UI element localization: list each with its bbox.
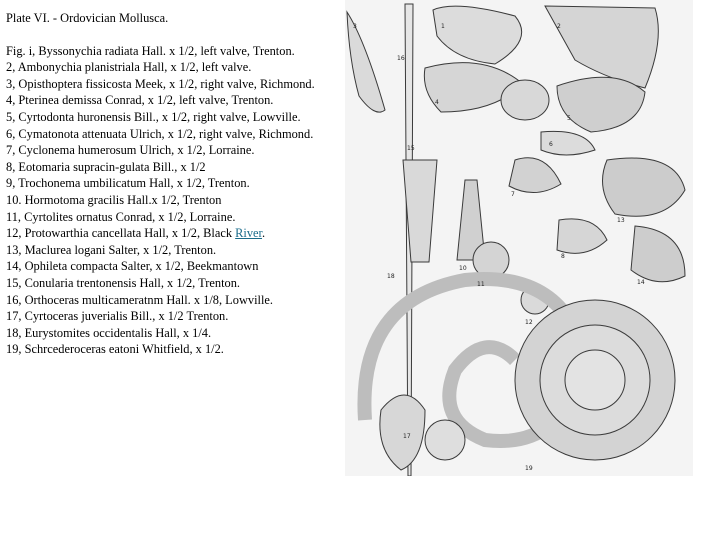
caption-line: 4, Pterinea demissa Conrad, x 1/2, left valve, Trenton. [6, 93, 274, 108]
trochonema-shell [501, 80, 549, 120]
caption-line: 18, Eurystomites occidentalis Hall, x 1/4. [6, 325, 212, 340]
plate-label: 11 [477, 281, 485, 288]
caption-line: 9, Trochonema umbilicatum Hall, x 1/2, Trenton. [6, 176, 250, 191]
caption-line: 5, Cyrtodonta huronensis Bill., x 1/2, right valve, Lowville. [6, 109, 301, 124]
plate-label: 19 [525, 465, 533, 472]
caption-line: Fig. i, Byssonychia radiata Hall. x 1/2, left valve, Trenton. [6, 43, 295, 58]
caption-line: 13, Maclurea logani Salter, x 1/2, Trenton. [6, 242, 217, 257]
plate-label: 2 [557, 23, 561, 30]
cyclonema-shell [509, 158, 561, 193]
plate-label: 10 [459, 265, 467, 272]
cyrtodonta-valve [557, 77, 645, 132]
ophileta-shell [631, 226, 685, 282]
plate-label: 3 [353, 23, 357, 30]
plate-svg [345, 0, 693, 476]
plate-label: 8 [561, 253, 565, 260]
ambonychia-valve [545, 6, 658, 88]
plate-label: 14 [637, 279, 645, 286]
small-coiled-shell [425, 420, 465, 460]
caption-line: 16, Orthoceras multicameratnm Hall. x 1/8, Lowville. [6, 292, 274, 307]
caption-suffix: . [262, 226, 266, 241]
caption-line: 6, Cymatonota attenuata Ulrich, x 1/2, right valve, Richmond. [6, 126, 314, 141]
plate-label: 16 [397, 55, 405, 62]
caption-column [6, 10, 344, 358]
plate-label: 7 [511, 191, 515, 198]
caption-line: 15, Conularia trentonensis Hall, x 1/2, Trenton. [6, 275, 241, 290]
plate-label: 12 [525, 319, 533, 326]
caption-text: 12, Protowarthia cancellata Hall, x 1/2, Black [6, 226, 236, 241]
plate-label: 1 [441, 23, 445, 30]
plate-label: 4 [435, 99, 439, 106]
caption-line: 7, Cyclonema humerosum Ulrich, x 1/2, Lorraine. [6, 143, 255, 158]
caption-line: 11, Cyrtolites ornatus Conrad, x 1/2, Lorraine. [6, 209, 236, 224]
eotomaria-shell [557, 219, 607, 253]
fossil-plate-illustration [345, 0, 693, 476]
caption-line: 10. Hormotoma gracilis Hall.x 1/2, Trenton [6, 192, 222, 207]
plate-label: 18 [387, 273, 395, 280]
plate-title: Plate VI. - Ordovician Mollusca. [6, 11, 169, 25]
caption-line-with-link [6, 225, 344, 242]
plate-label: 5 [567, 115, 571, 122]
caption-line: 2, Ambonychia planistriala Hall, x 1/2, left valve. [6, 60, 252, 75]
maclurea-shell [603, 158, 686, 216]
caption-line: 19, Schrcederoceras eatoni Whitfield, x 1/2. [6, 342, 224, 357]
river-link[interactable]: River [235, 226, 263, 241]
caption-line: 17, Cyrtoceras juverialis Bill., x 1/2 Trenton. [6, 309, 229, 324]
plate-label: 17 [403, 433, 411, 440]
caption-line: 8, Eotomaria supracin-gulata Bill., x 1/2 [6, 159, 206, 174]
plate-label: 13 [617, 217, 625, 224]
caption-line: 14, Ophileta compacta Salter, x 1/2, Beekmantown [6, 259, 259, 274]
plate-label: 15 [407, 145, 415, 152]
plate-label: 6 [549, 141, 553, 148]
caption-line: 3, Opisthoptera fissicosta Meek, x 1/2, right valve, Richmond. [6, 76, 315, 91]
byssonychia-valve [433, 6, 522, 64]
